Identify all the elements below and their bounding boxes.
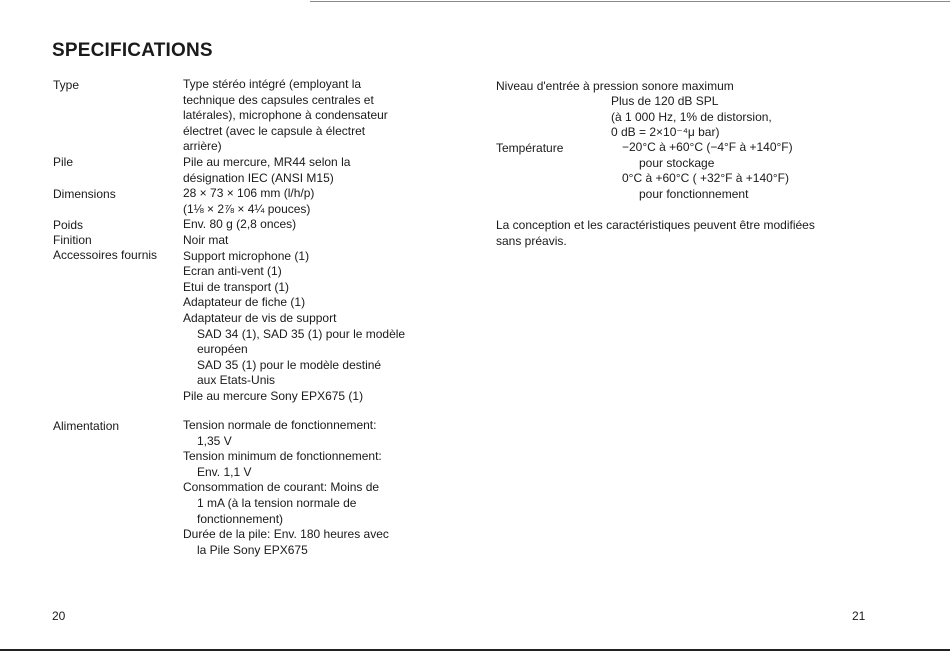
text-line: Pile au mercure Sony EPX675 (1) [183, 388, 364, 403]
value-type [183, 77, 405, 404]
text-line: 1 mA (à la tension normale de [197, 495, 357, 510]
text-line: Env. 80 g (2,8 onces) [183, 217, 297, 232]
text-line: Tension minimum de fonctionnement: [183, 449, 382, 464]
value-niveau [611, 94, 772, 141]
text-line: 1,35 V [197, 433, 232, 448]
label-niveau: Niveau d'entrée à pression sonore maximum [496, 79, 734, 93]
text-line: Support microphone (1) [183, 248, 310, 263]
text-line: (1⅛ × 2⅞ × 4¼ pouces) [183, 201, 311, 216]
text-line: Pile au mercure, MR44 selon la [183, 154, 351, 169]
text-line: 0°C à +60°C ( +32°F à +140°F) [622, 171, 789, 185]
label-pile: Pile [53, 155, 74, 169]
text-line: SAD 35 (1) pour le modèle destiné [197, 357, 382, 372]
label-alimentation: Alimentation [53, 419, 120, 433]
text-line: désignation IEC (ANSI M15) [183, 170, 334, 185]
text-line: la Pile Sony EPX675 [197, 542, 308, 557]
text-line: Env. 1,1 V [197, 464, 252, 479]
top-rule [310, 1, 950, 2]
text-line: européen [197, 342, 248, 357]
label-dimensions: Dimensions [53, 187, 116, 201]
text-line: Consommation de courant: Moins de [183, 480, 380, 495]
text-line: (à 1 000 Hz, 1% de distorsion, [611, 109, 772, 124]
text-line: sans préavis. [496, 233, 567, 248]
text-line: Type stéréo intégré (employant la [183, 77, 362, 91]
text-line: Tension normale de fonctionnement: [183, 418, 377, 432]
text-line: 0 dB = 2×10⁻⁴μ bar) [611, 125, 720, 140]
text-line: 28 × 73 × 106 mm (l/h/p) [183, 186, 315, 201]
bottom-rule [0, 649, 950, 651]
value-temperature [622, 140, 793, 171]
text-line: Plus de 120 dB SPL [611, 94, 719, 108]
page-title: SPECIFICATIONS [52, 40, 213, 61]
text-line: aux Etats-Unis [197, 373, 276, 388]
text-line: pour fonctionnement [639, 186, 749, 201]
text-line: La conception et les caractéristiques peuvent être modifiées [496, 218, 815, 232]
text-line: technique des capsules centrales et [183, 92, 374, 107]
text-line: latérales), microphone à condensateur [183, 108, 388, 123]
label-finition: Finition [53, 233, 92, 247]
text-line: Adaptateur de vis de support [183, 310, 337, 325]
label-poids: Poids [53, 218, 84, 232]
text-line: Durée de la pile: Env. 180 heures avec [183, 527, 389, 542]
text-line: électret (avec le capsule à électret [183, 123, 366, 138]
text-line: −20°C à +60°C (−4°F à +140°F) [622, 140, 793, 154]
text-line: pour stockage [639, 155, 715, 170]
page-number-right: 21 [852, 609, 866, 623]
text-line: fonctionnement) [197, 511, 284, 526]
label-temperature: Température [496, 141, 564, 155]
text-line: Adaptateur de fiche (1) [183, 295, 306, 310]
page-number-left: 20 [52, 609, 66, 623]
label-accessoires: Accessoires fournis [53, 248, 158, 262]
text-line: arrière) [183, 139, 222, 154]
value-temperature-2 [622, 171, 789, 202]
text-line: Ecran anti-vent (1) [183, 264, 282, 279]
text-line: SAD 34 (1), SAD 35 (1) pour le modèle [197, 326, 406, 341]
text-line: Etui de transport (1) [183, 279, 290, 294]
text-line: Noir mat [183, 232, 229, 247]
label-type: Type [53, 78, 80, 92]
value-alimentation [183, 418, 389, 558]
disclaimer-note [496, 218, 815, 249]
